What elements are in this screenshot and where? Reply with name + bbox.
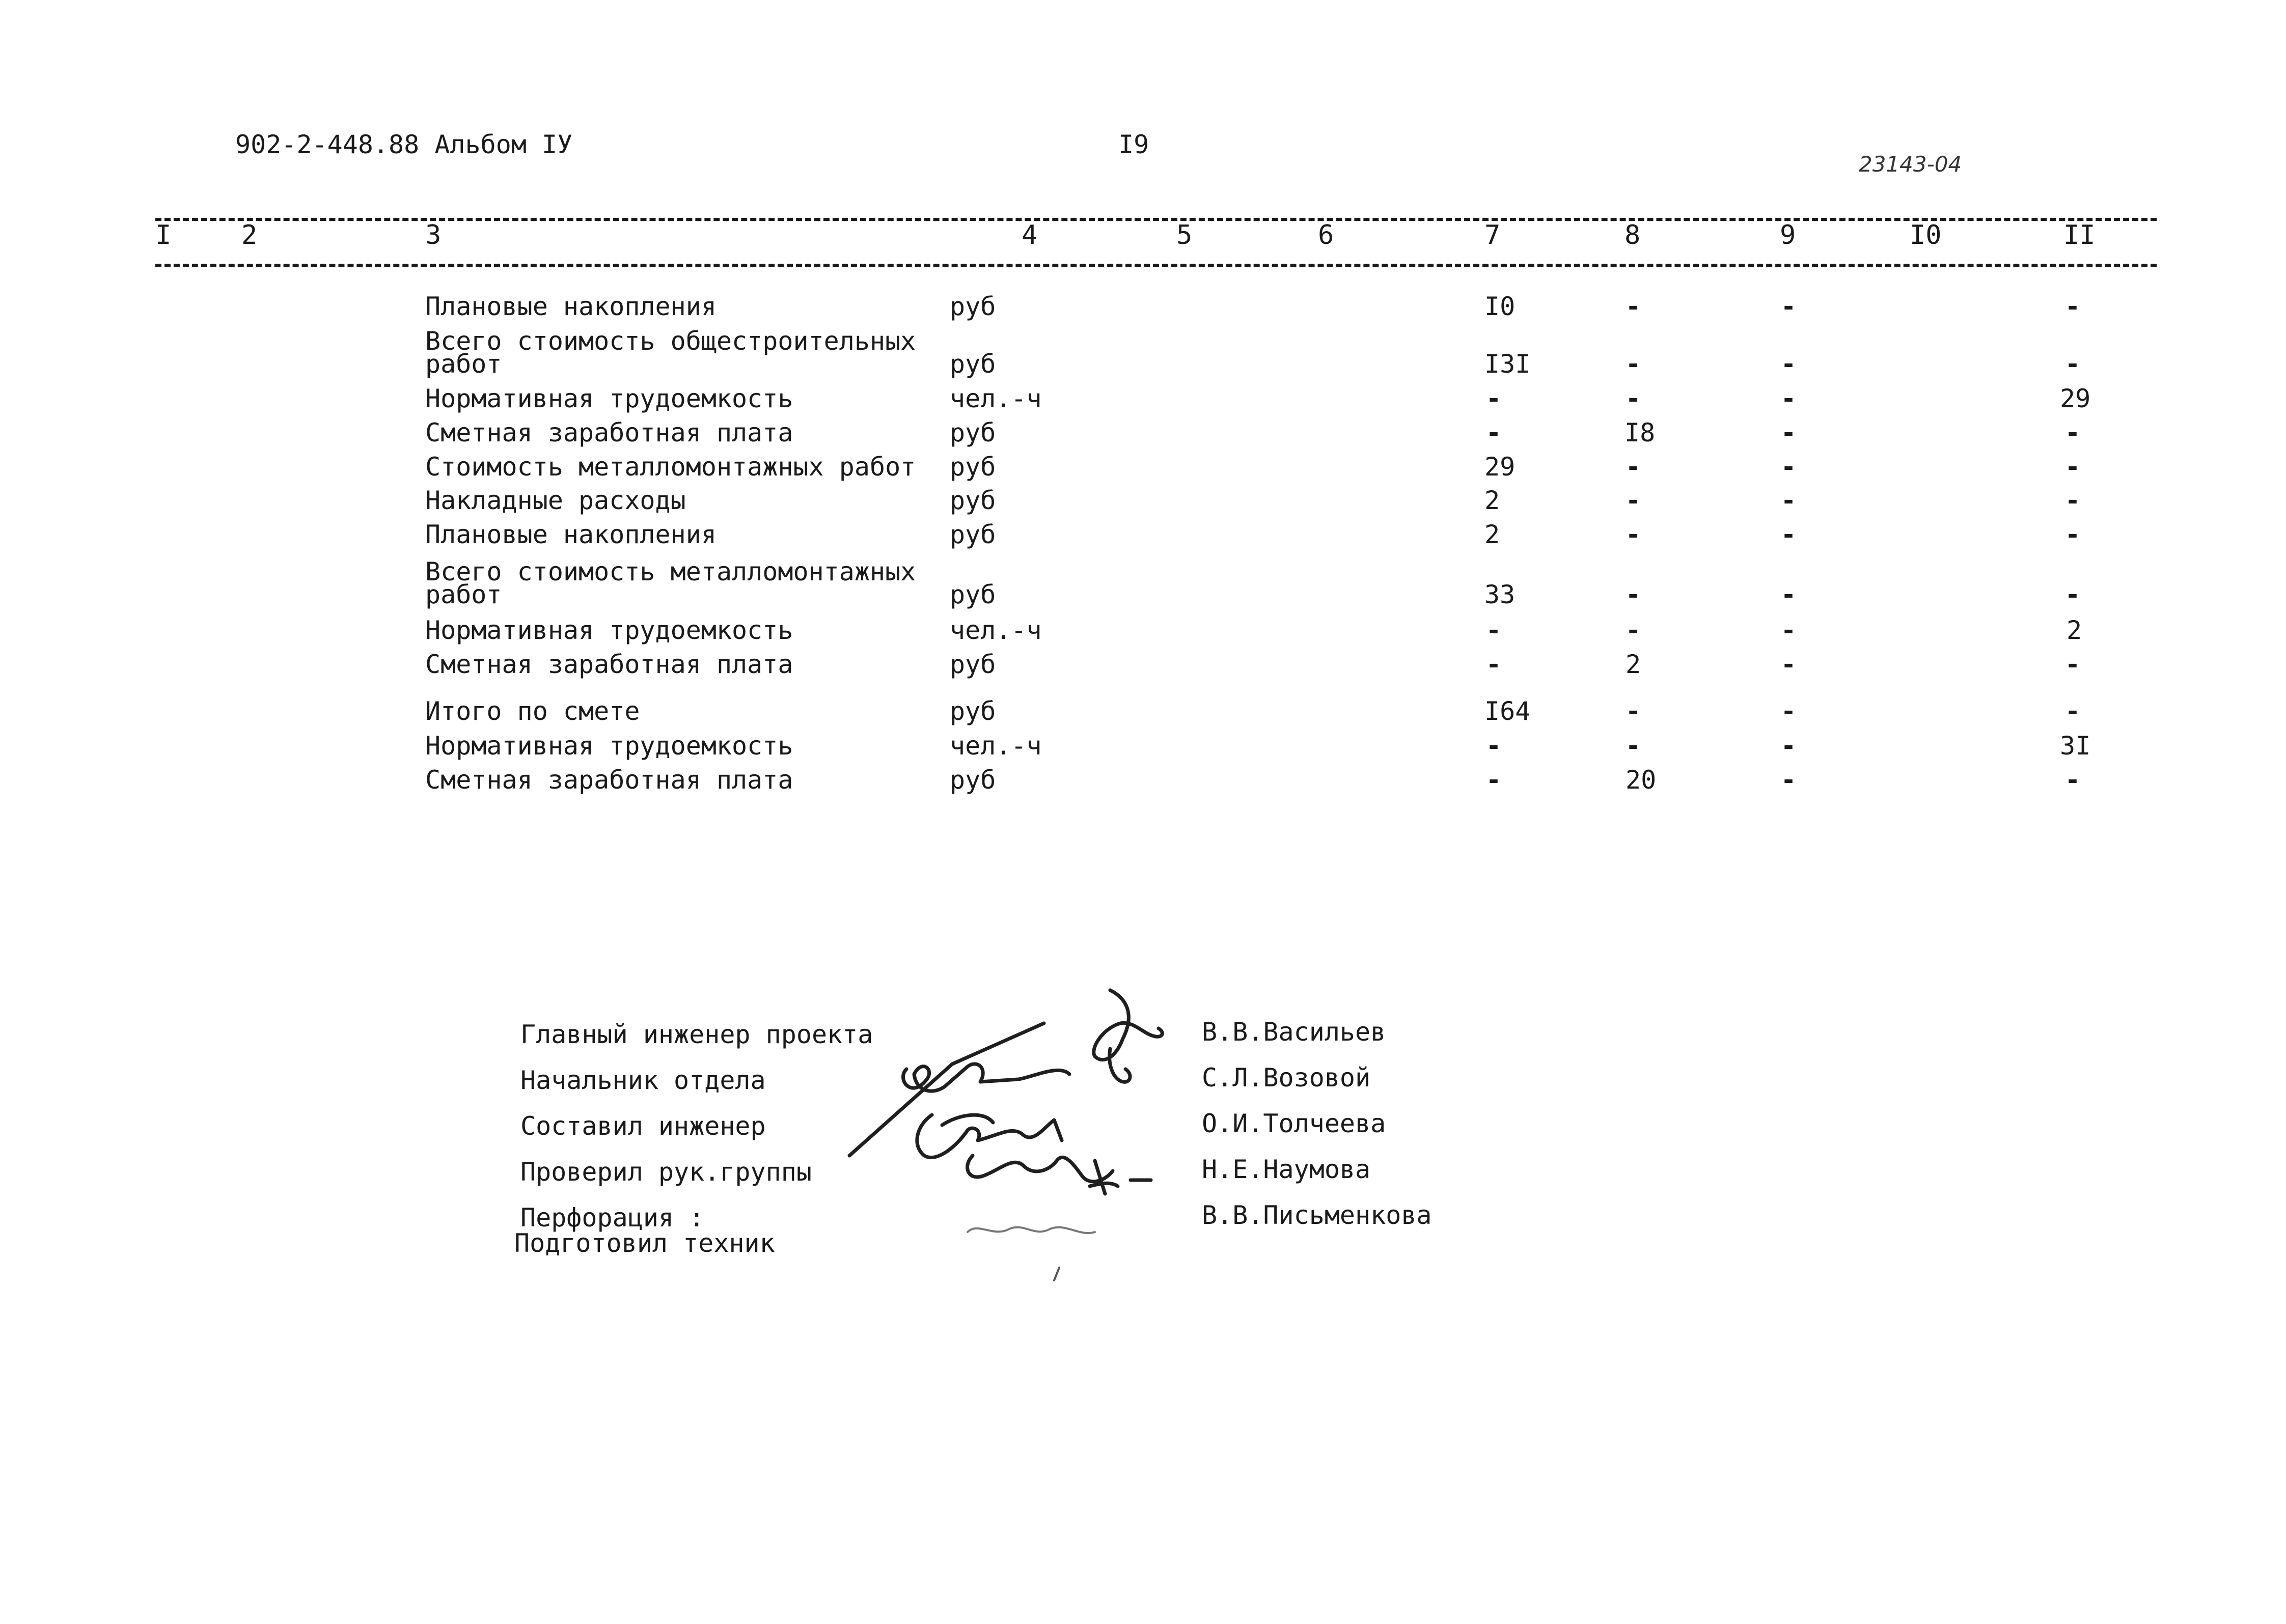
cell-col8: - — [1626, 452, 1641, 482]
page-number: I9 — [1118, 130, 1149, 159]
cell-col7: I64 — [1484, 696, 1531, 726]
row-unit: чел.-ч — [950, 615, 1042, 645]
cell-col8: - — [1626, 731, 1641, 761]
cell-col11: - — [2065, 292, 2081, 321]
column-number: 2 — [241, 220, 258, 250]
cell-col9: - — [1781, 696, 1797, 726]
signature-name: С.Л.Возовой — [1202, 1063, 1371, 1093]
cell-col9: - — [1781, 580, 1797, 609]
row-unit: руб — [950, 580, 996, 609]
row-unit: руб — [950, 418, 996, 447]
row-unit: руб — [950, 696, 996, 726]
cell-col11: - — [2065, 650, 2081, 679]
signature-role: Проверил рук.группы — [520, 1157, 812, 1187]
cell-col11: - — [2065, 765, 2081, 795]
column-number: 6 — [1318, 220, 1334, 250]
cell-col8: I8 — [1624, 418, 1656, 447]
row-unit: руб — [950, 452, 996, 482]
document-code: 902-2-448.88 Альбом IУ — [235, 130, 573, 159]
cell-col11: - — [2065, 696, 2081, 726]
signature-stroke — [1094, 990, 1163, 1060]
cell-col7: I3I — [1484, 349, 1531, 379]
signature-role: Начальник отдела — [520, 1066, 766, 1095]
cell-col9: - — [1781, 292, 1797, 321]
row-name-continued: работ — [425, 580, 502, 609]
cell-col9: - — [1781, 486, 1797, 515]
column-number: 8 — [1624, 220, 1641, 250]
signature-name: В.В.Васильев — [1202, 1017, 1386, 1047]
cell-col8: 20 — [1626, 765, 1657, 795]
row-name: Стоимость металломонтажных работ — [425, 452, 916, 482]
cell-col8: - — [1626, 696, 1641, 726]
row-name: Нормативная трудоемкость — [425, 731, 793, 761]
cell-col7: 33 — [1484, 580, 1516, 609]
cell-col11: 29 — [2060, 384, 2091, 413]
cell-col8: - — [1626, 486, 1641, 515]
row-name: Накладные расходы — [425, 486, 686, 515]
row-name: Нормативная трудоемкость — [425, 384, 793, 413]
signature-role: Главный инженер проекта — [520, 1020, 873, 1049]
cell-col7: - — [1486, 418, 1502, 447]
cell-col9: - — [1781, 765, 1797, 795]
inventory-number: 23143-04 — [1859, 152, 1962, 177]
cell-col11: - — [2065, 452, 2081, 482]
column-number: I — [155, 220, 172, 250]
row-name-continued: работ — [425, 349, 502, 379]
cell-col8: - — [1626, 384, 1641, 413]
column-number: I0 — [1910, 220, 1942, 250]
signature-stroke — [1054, 1268, 1059, 1280]
signature-name: Н.Е.Наумова — [1202, 1155, 1371, 1184]
cell-col8: - — [1626, 349, 1641, 379]
cell-col7: 2 — [1484, 520, 1500, 549]
cell-col8: - — [1626, 520, 1641, 549]
signature-name: В.В.Письменкова — [1202, 1200, 1432, 1230]
row-unit: руб — [950, 349, 996, 379]
column-number: 3 — [425, 220, 442, 250]
row-name: Плановые накопления — [425, 520, 717, 549]
cell-col7: - — [1486, 650, 1502, 679]
cell-col8: - — [1626, 292, 1641, 321]
cell-col11: - — [2065, 418, 2081, 447]
cell-col9: - — [1781, 384, 1797, 413]
column-number: 7 — [1484, 220, 1501, 250]
cell-col8: - — [1626, 580, 1641, 609]
cell-col7: 29 — [1484, 452, 1516, 482]
cell-col11: 2 — [2067, 615, 2082, 645]
row-unit: руб — [950, 650, 996, 679]
column-number: 9 — [1780, 220, 1796, 250]
cell-col9: - — [1781, 615, 1797, 645]
cell-col7: - — [1486, 384, 1502, 413]
cell-col11: 3I — [2060, 731, 2091, 761]
cell-col7: - — [1486, 731, 1502, 761]
signature-role-continued: Подготовил техник — [514, 1228, 775, 1258]
signature-stroke — [968, 1227, 1095, 1233]
column-number: 4 — [1022, 220, 1038, 250]
cell-col9: - — [1781, 452, 1797, 482]
row-name: Сметная заработная плата — [425, 418, 793, 447]
cell-col7: - — [1486, 765, 1502, 795]
row-unit: руб — [950, 486, 996, 515]
row-unit: чел.-ч — [950, 384, 1042, 413]
row-unit: руб — [950, 520, 996, 549]
cell-col7: - — [1486, 615, 1502, 645]
cell-col9: - — [1781, 418, 1797, 447]
cell-col8: 2 — [1626, 650, 1641, 679]
row-name: Сметная заработная плата — [425, 765, 793, 795]
cell-col7: I0 — [1484, 292, 1516, 321]
row-unit: чел.-ч — [950, 731, 1042, 761]
row-unit: руб — [950, 292, 996, 321]
cell-col11: - — [2065, 486, 2081, 515]
signature-stroke — [968, 1156, 1113, 1182]
row-name: Сметная заработная плата — [425, 650, 793, 679]
column-number: 5 — [1176, 220, 1193, 250]
cell-col11: - — [2065, 349, 2081, 379]
row-name: Нормативная трудоемкость — [425, 615, 793, 645]
cell-col9: - — [1781, 650, 1797, 679]
row-unit: руб — [950, 765, 996, 795]
cell-col9: - — [1781, 349, 1797, 379]
row-name: Всего стоимость общестроительных — [425, 326, 916, 356]
cell-col9: - — [1781, 731, 1797, 761]
cell-col11: - — [2065, 580, 2081, 609]
signature-stroke — [849, 1023, 1044, 1156]
cell-col11: - — [2065, 520, 2081, 549]
row-name: Итого по смете — [425, 696, 640, 726]
cell-col7: 2 — [1484, 486, 1500, 515]
row-name: Всего стоимость металломонтажных — [425, 557, 916, 586]
row-name: Плановые накопления — [425, 292, 717, 321]
signature-name: О.И.Толчеева — [1202, 1109, 1386, 1138]
signature-role: Перфорация : — [520, 1203, 705, 1233]
column-number: II — [2063, 220, 2096, 250]
signature-role: Составил инженер — [520, 1111, 766, 1141]
signature-stroke — [942, 1115, 993, 1125]
cell-col8: - — [1626, 615, 1641, 645]
cell-col9: - — [1781, 520, 1797, 549]
